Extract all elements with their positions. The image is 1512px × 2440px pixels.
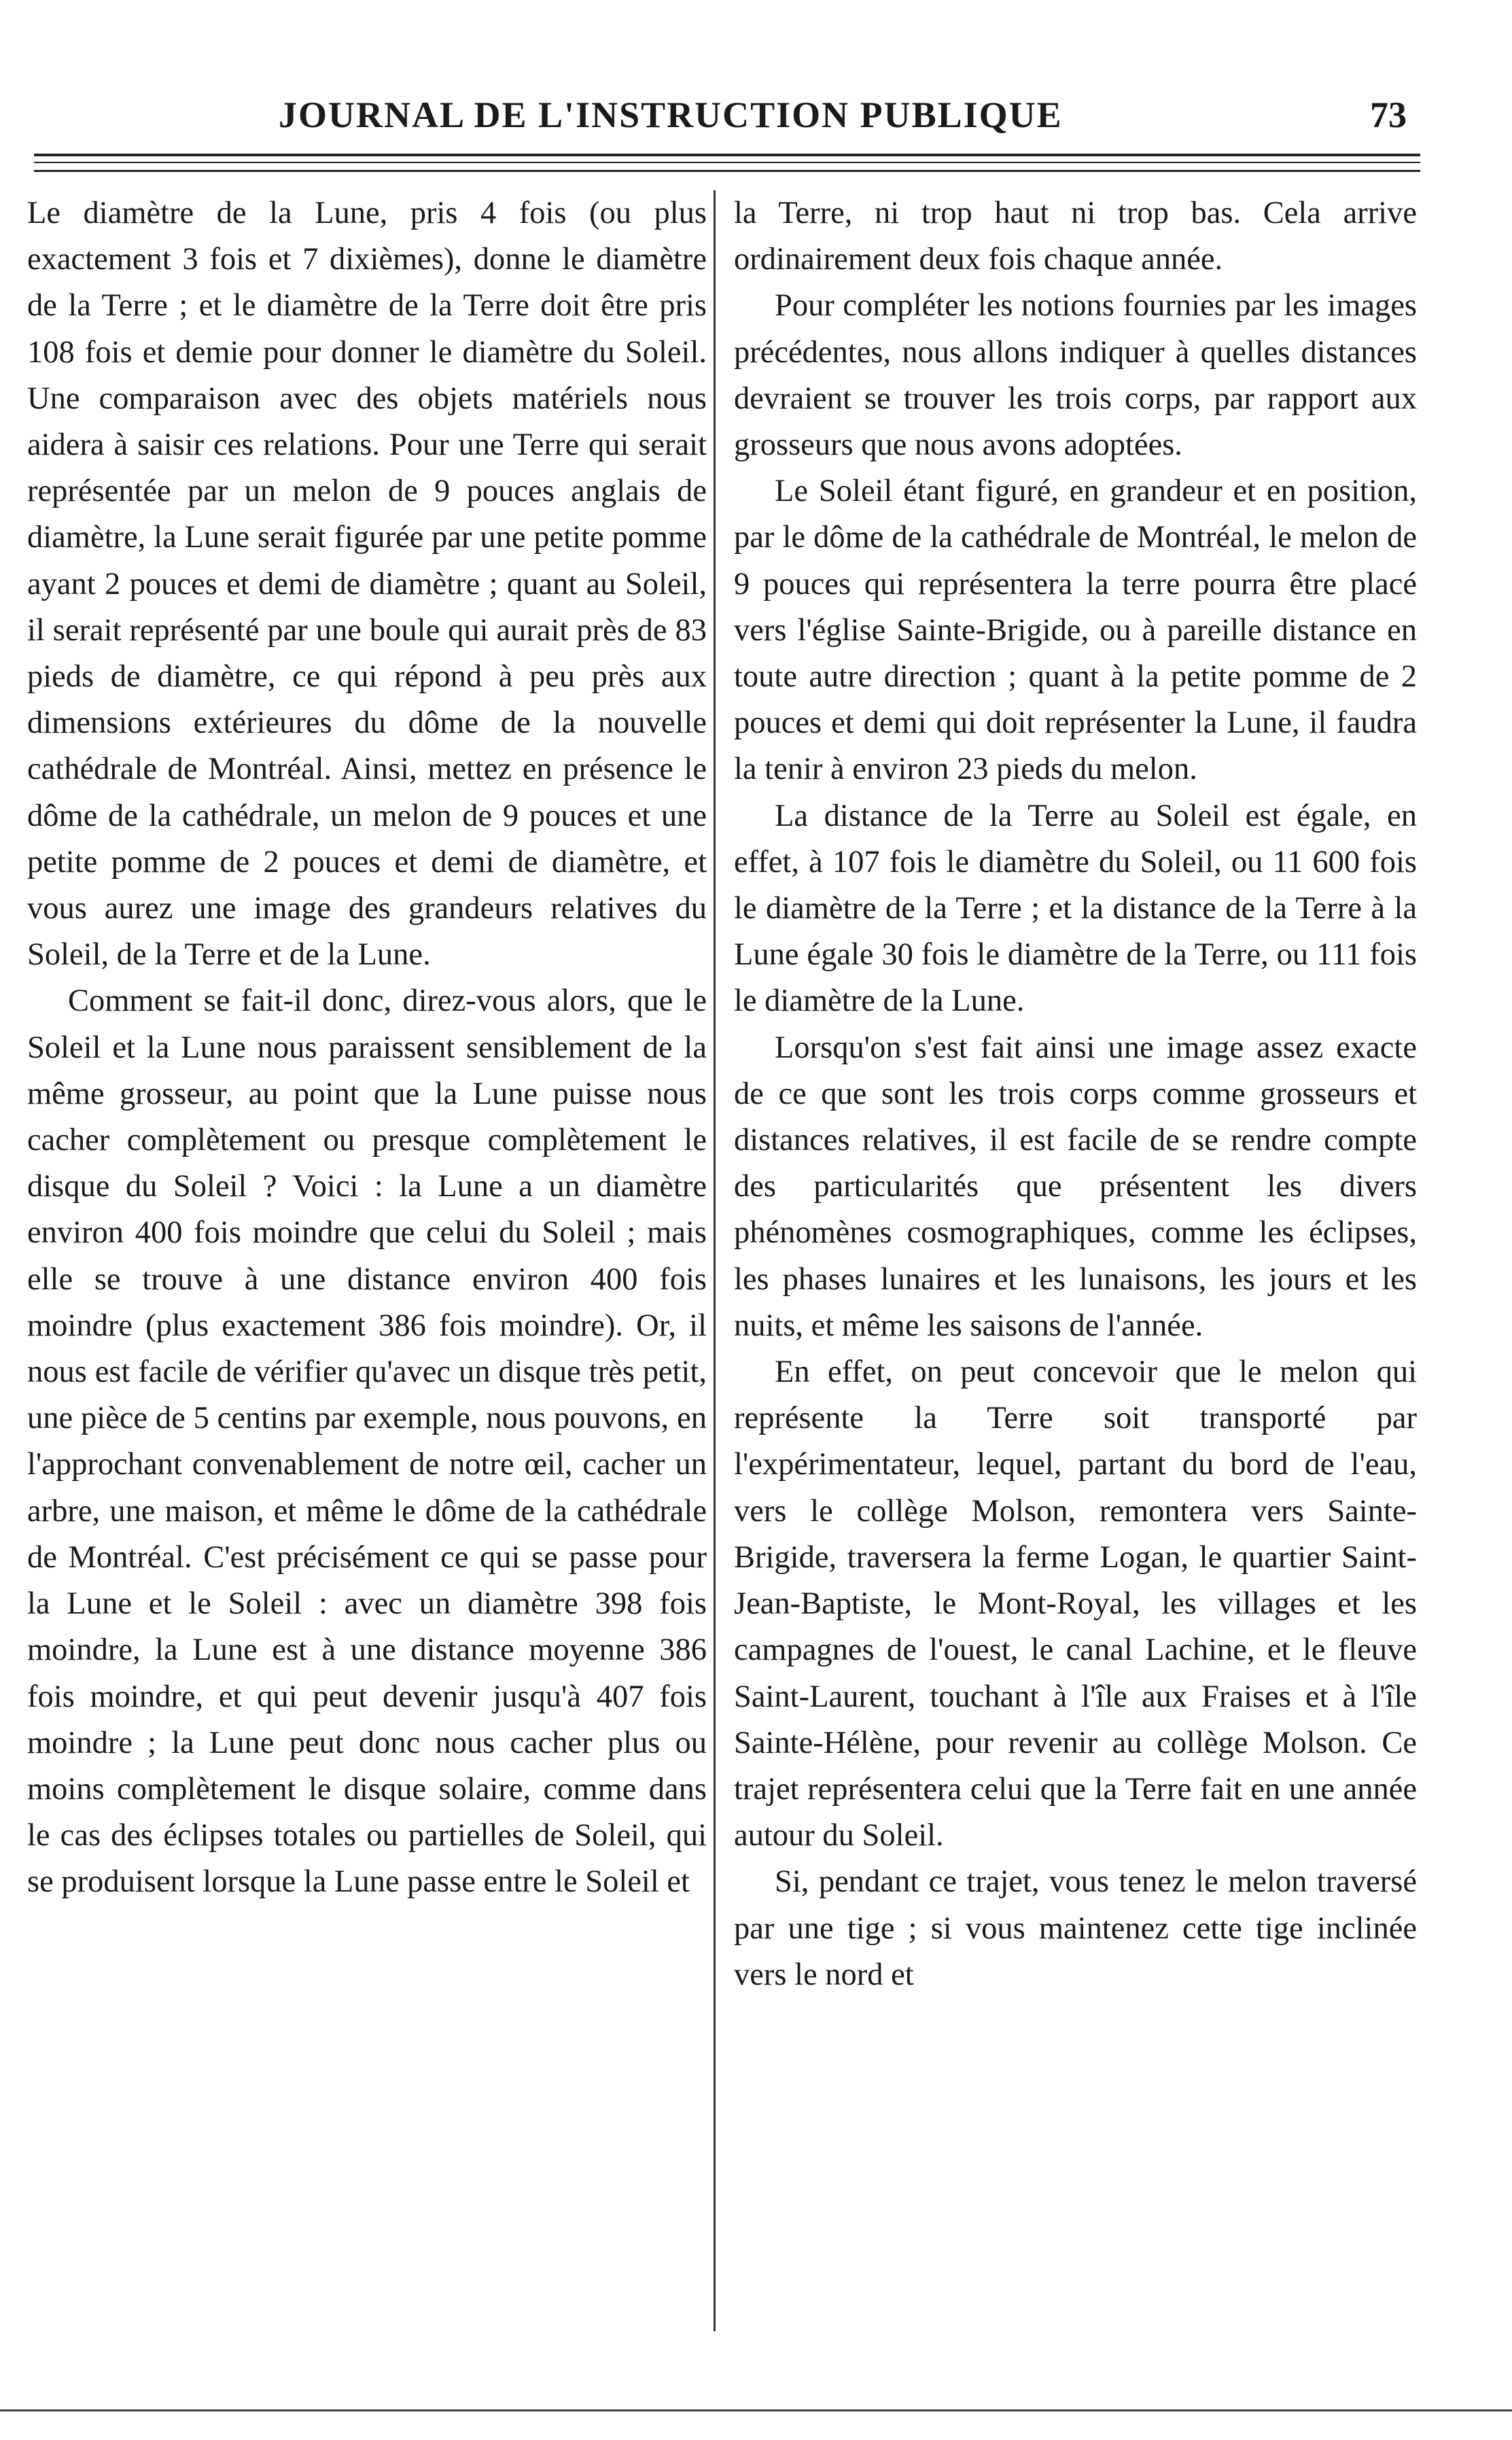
paragraph: la Terre, ni trop haut ni trop bas. Cela arrive ordinairement deux fois chaque année. (734, 196, 1417, 277)
paragraph: Le diamètre de la Lune, pris 4 fois (ou plus exactement 3 fois et 7 dixièmes), donne le diamètre de la Terre ; et le diamètre de la Terre doit être pris 108 fois et demie pour donner le diamètre du Soleil. Une comparaison avec des objets matériels nous aidera à saisir ces relations. Pour une Terre qui serait représentée par un melon de 9 pouces anglais de diamètre, la Lune serait figurée par une petite pomme ayant 2 pouces et demi de diamètre ; quant au Soleil, il serait représenté par une boule qui aurait près de 83 pieds de diamètre, ce qui répond à peu près aux dimensions extérieures du dôme de la nouvelle cathédrale de Montréal. Ainsi, mettez en présence le dôme de la cathédrale, un melon de 9 pouces et une petite pomme de 2 pouces et demi de diamètre, et vous aurez une image des grandeurs relatives du Soleil, de la Terre et de la Lune. (27, 196, 707, 973)
paragraph: Si, pendant ce trajet, vous tenez le melon traversé par une tige ; si vous maintenez cette tige inclinée vers le nord et (734, 1864, 1417, 1992)
paragraph: La distance de la Terre au Soleil est égale, en effet, à 107 fois le diamètre du Soleil, ou 11 600 fois le diamètre de la Terre ; et la distance de la Terre à la Lune égale 30 fois le diamètre de la Terre, ou 111 fois le diamètre de la Lune. (734, 798, 1417, 1019)
header-rule-thin (34, 162, 1420, 163)
paragraph: Lorsqu'on s'est fait ainsi une image assez exacte de ce que sont les trois corps comme grosseurs et distances relatives, il est facile de se rendre compte des particularités que présentent les divers phénomènes cosmographiques, comme les éclipses, les phases lunaires et les lunaisons, les jours et les nuits, et même les saisons de l'année. (734, 1030, 1417, 1343)
header-rule-thick (34, 154, 1420, 156)
paragraph: Pour compléter les notions fournies par les images précédentes, nous allons indiquer à quelles distances devraient se trouver les trois corps, par rapport aux grosseurs que nous avons adoptées. (734, 288, 1417, 463)
footer-rule (0, 2409, 1512, 2411)
column-divider (714, 190, 716, 2331)
paragraph: En effet, on peut concevoir que le melon qui représente la Terre soit transporté par l'expérimentateur, lequel, partant du bord de l'eau, vers le collège Molson, remontera vers Sainte-Brigide, traversera la ferme Logan, le quartier Saint-Jean-Baptiste, le Mont-Royal, les villages et les campagnes de l'ouest, le canal Lachine, et le fleuve Saint-Laurent, touchant à l'île aux Fraises et à l'île Sainte-Hélène, pour revenir au collège Molson. Ce trajet représentera celui que la Terre fait en une année autour du Soleil. (734, 1355, 1417, 1853)
right-column (734, 190, 1417, 1998)
header-rule-bottom (34, 170, 1420, 172)
paragraph: Le Soleil étant figuré, en grandeur et en position, par le dôme de la cathédrale de Montréal, le melon de 9 pouces qui représentera la terre pourra être placé vers l'église Sainte-Brigide, ou à pareille distance en toute autre direction ; quant à la petite pomme de 2 pouces et demi qui doit représenter la Lune, il faudra la tenir à environ 23 pieds du melon. (734, 474, 1417, 787)
page-number: 73 (1370, 94, 1407, 135)
journal-title: JOURNAL DE L'INSTRUCTION PUBLIQUE (279, 94, 1063, 135)
running-header (75, 94, 1407, 148)
left-column (27, 190, 707, 1906)
paragraph: Comment se fait-il donc, direz-vous alors, que le Soleil et la Lune nous paraissent sensiblement de la même grosseur, au point que la Lune puisse nous cacher complètement ou presque complètement le disque du Soleil ? Voici : la Lune a un diamètre environ 400 fois moindre que celui du Soleil ; mais elle se trouve à une distance environ 400 fois moindre (plus exactement 386 fois moindre). Or, il nous est facile de vérifier qu'avec un disque très petit, une pièce de 5 centins par exemple, nous pouvons, en l'approchant convenablement de notre œil, cacher un arbre, une maison, et même le dôme de la cathédrale de Montréal. C'est précisément ce qui se passe pour la Lune et le Soleil : avec un diamètre 398 fois moindre, la Lune est à une distance moyenne 386 fois moindre, et qui peut devenir jusqu'à 407 fois moindre ; la Lune peut donc nous cacher plus ou moins complètement le disque solaire, comme dans le cas des éclipses totales ou partielles de Soleil, qui se produisent lorsque la Lune passe entre le Soleil et (27, 983, 707, 1900)
